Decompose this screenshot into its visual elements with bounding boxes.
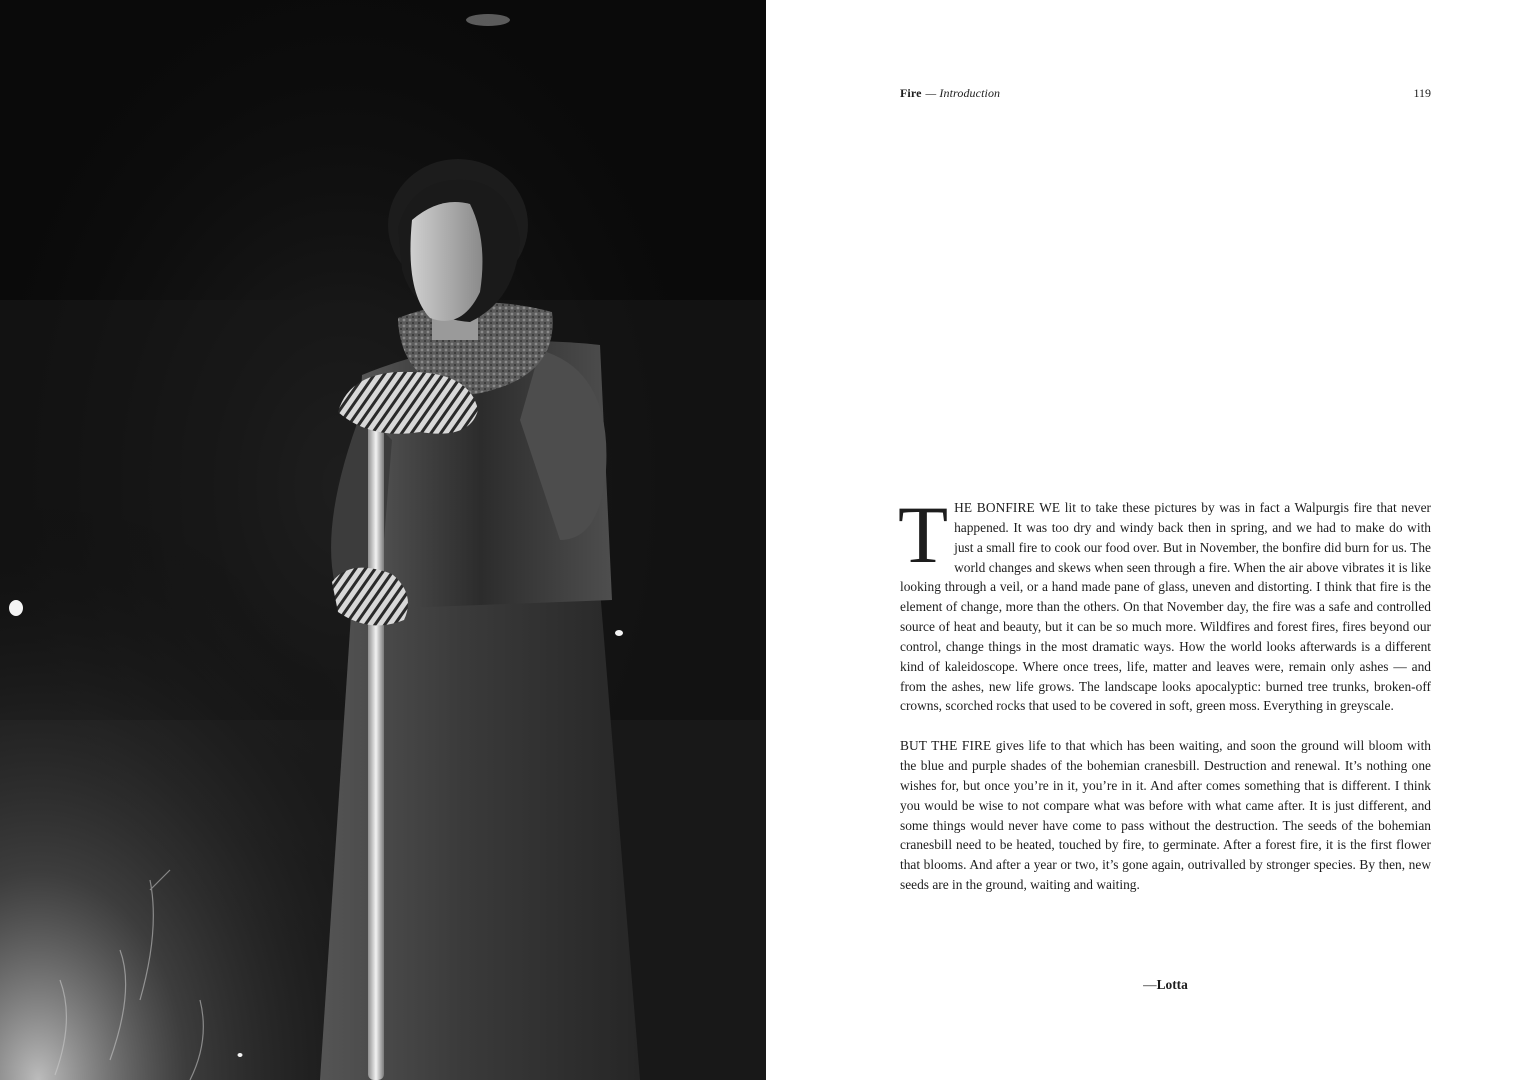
page-number: 119 xyxy=(1413,86,1431,100)
running-head-separator: — xyxy=(925,86,937,100)
article-body xyxy=(898,489,1431,895)
running-head xyxy=(900,86,1000,100)
section-title: Fire xyxy=(900,86,922,100)
paragraph xyxy=(900,736,1431,895)
chapter-title: Introduction xyxy=(939,86,1001,100)
author-signature xyxy=(900,975,1431,995)
signature-dash: — xyxy=(1143,977,1157,992)
drop-cap: T xyxy=(898,489,949,580)
lead-in-caps: HE BONFIRE WE xyxy=(954,500,1061,515)
paragraph xyxy=(898,489,1431,716)
text-page xyxy=(766,0,1530,1080)
paragraph-text: gives life to that which has been waiting, and soon the ground will bloom with the blue and purple shades of the bohemian cranesbill. Destruction and renewal. It’s nothing one wishes for, but once you’re in it, you’re in it. And after comes something that is different. I think you would be wise to not compare what was before with what came after. It is just different, and some things would never have come to pass without the destruction. The seeds of the bohemian cranesbill need to be heated, touched by fire, to germinate. After a forest fire, it is the first flower that blooms. And after a year or two, it’s gone again, outrivalled by stronger species. By then, new seeds are in the ground, waiting and waiting. xyxy=(900,738,1431,893)
paragraph-text: lit to take these pictures by was in fact a Walpurgis fire that never happened. It was too dry and windy back then in spring, and we had to make do with just a small fire to cook our food over. But in November, the bonfire did burn for us. The world changes and skews when seen through a fire. When the air above vibrates it is like looking through a veil, or a hand made pane of glass, uneven and distorting. I think that fire is the element of change, more than the others. On that November day, the fire was a safe and controlled source of heat and beauty, but it can be so much more. Wildfires and forest fires, fires beyond our control, change things in the most dramatic ways. How the world looks afterwards is a different kind of kaleidoscope. Where once trees, life, matter and leaves were, remain only ashes — and from the ashes, new life grows. The landscape looks apocalyptic: burned tree trunks, broken-off crowns, scorched rocks that used to be covered in soft, green moss. Everything in greyscale. xyxy=(900,500,1431,714)
lead-in-caps: BUT THE FIRE xyxy=(900,738,992,754)
author-name: Lotta xyxy=(1156,977,1188,992)
